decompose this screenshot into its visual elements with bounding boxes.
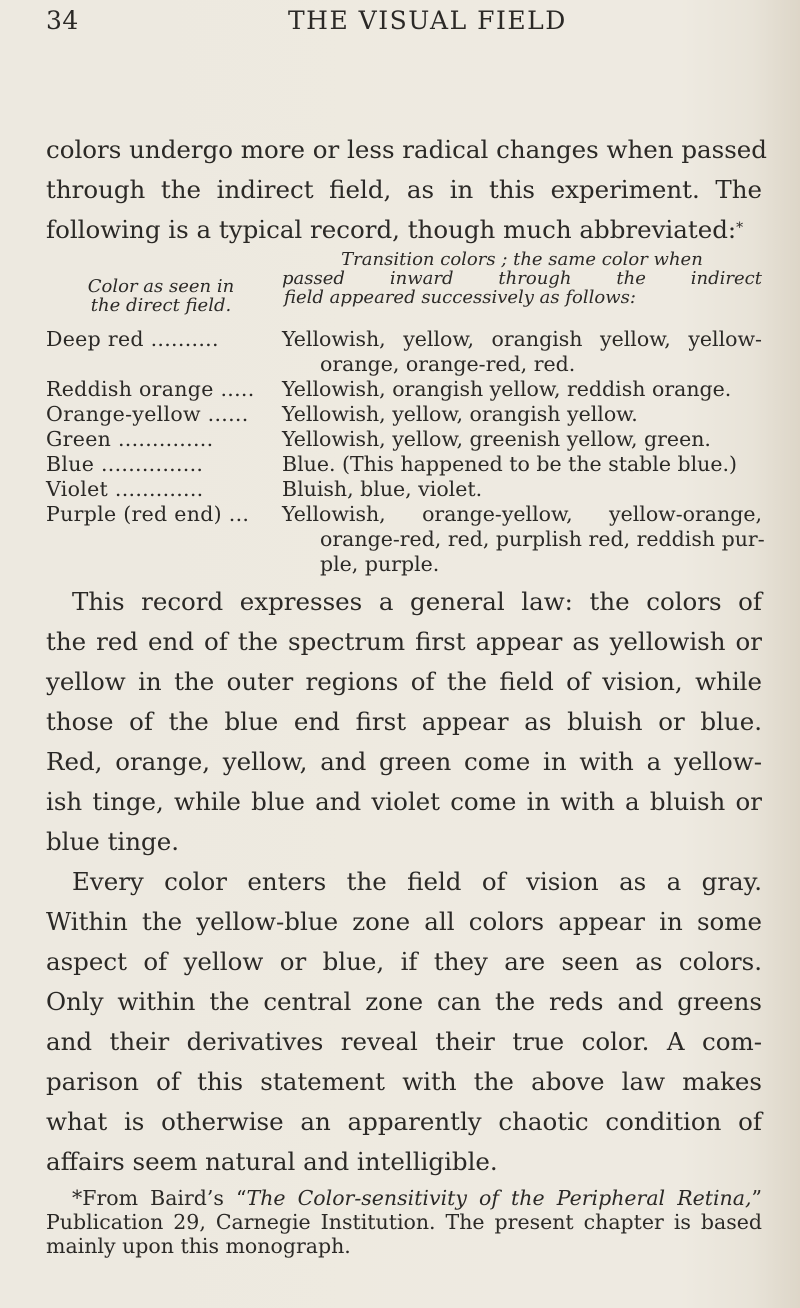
row-color: Violet .............: [46, 477, 204, 501]
body-line: affairs seem natural and intelligible.: [46, 1147, 498, 1176]
row-description: [282, 452, 762, 477]
footnote-line: [46, 1186, 762, 1210]
header-right-line: field appeared successively as follows:: [284, 287, 636, 308]
row-desc-line: ple, purple.: [320, 552, 440, 576]
footnote: [46, 1186, 762, 1258]
row-color: Orange-yellow ......: [46, 402, 249, 426]
row-color: Deep red ..........: [46, 327, 219, 351]
body-line: Only within the central zone can the reds and greens: [46, 987, 762, 1016]
intro-paragraph: [46, 130, 767, 250]
table-row: [46, 452, 762, 477]
header-left-line: Color as seen in: [87, 276, 235, 297]
row-color: Green ..............: [46, 427, 214, 451]
table-row: [46, 477, 762, 502]
row-description: [282, 402, 762, 427]
body-line: and their derivatives reveal their true color. A com-: [46, 1027, 762, 1056]
body-line: yellow in the outer regions of the field of vision, while: [46, 667, 762, 696]
table-row: [46, 502, 765, 577]
footnote-line: mainly upon this monograph.: [46, 1234, 351, 1258]
row-desc-line: Blue. (This happened to be the stable blue.): [282, 452, 738, 476]
row-description: [282, 327, 762, 377]
intro-line: colors undergo more or less radical changes when passed: [46, 135, 767, 164]
footnote-line: Publication 29, Carnegie Institution. The present chapter is based: [46, 1210, 762, 1234]
row-description: [282, 502, 765, 577]
body-line: ish tinge, while blue and violet come in with a bluish or: [46, 787, 762, 816]
row-description: [282, 377, 762, 402]
intro-line: through the indirect field, as in this experiment. The: [46, 175, 762, 204]
table-row: [46, 402, 762, 427]
row-desc-line: orange-red, red, purplish red, reddish pur-: [320, 527, 765, 551]
body-paragraph-1: [46, 582, 762, 862]
body-line: what is otherwise an apparently chaotic condition of: [46, 1107, 762, 1136]
intro-line-text: following is a typical record, though much abbreviated:: [46, 215, 737, 244]
table-header: [46, 250, 762, 330]
header-right-line: Transition colors ; the same color when: [341, 249, 703, 270]
table-row: [46, 327, 762, 377]
color-table: [46, 327, 765, 577]
row-desc-line: orange, orange-red, red.: [320, 352, 576, 376]
row-desc-line: Yellowish, orangish yellow, reddish orange.: [282, 377, 732, 401]
body-line: the red end of the spectrum first appear as yellowish or: [46, 627, 762, 656]
body-line: Within the yellow-blue zone all colors appear in some: [46, 907, 762, 936]
body-paragraph-2: [46, 862, 762, 1182]
footnote-reference: *: [736, 220, 744, 236]
page-number: 34: [46, 6, 79, 35]
header-left-line: the direct field.: [90, 295, 232, 316]
footnote-post: ”: [751, 1186, 762, 1210]
running-head: THE VISUAL FIELD: [288, 6, 567, 35]
row-desc-line: Yellowish, yellow, greenish yellow, green.: [282, 427, 711, 451]
footnote-mark: *: [72, 1186, 83, 1210]
body-line: aspect of yellow or blue, if they are seen as colors.: [46, 947, 762, 976]
body-line: blue tinge.: [46, 827, 180, 856]
table-header-right: [282, 250, 762, 307]
intro-line-last: [46, 210, 762, 250]
row-desc-line: Bluish, blue, violet.: [282, 477, 483, 501]
body-line: This record expresses a general law: the colors of: [72, 587, 762, 616]
footnote-title: The Color-sensitivity of the Peripheral Retina,: [246, 1186, 752, 1210]
row-desc-line: Yellowish, yellow, orangish yellow.: [282, 402, 638, 426]
page-header: [46, 6, 746, 40]
table-row: [46, 427, 762, 452]
row-description: [282, 427, 762, 452]
body-line: Every color enters the field of vision as a gray.: [72, 867, 762, 896]
body-line: parison of this statement with the above law makes: [46, 1067, 762, 1096]
row-desc-line: Yellowish, orange-yellow, yellow-orange,: [282, 502, 762, 526]
table-header-left: [46, 277, 276, 315]
header-right-line: passed inward through the indirect: [282, 268, 762, 289]
row-description: [282, 477, 762, 502]
body-line: those of the blue end first appear as bluish or blue.: [46, 707, 762, 736]
footnote-pre: From Baird’s “: [82, 1186, 247, 1210]
table-row: [46, 377, 762, 402]
row-color: Blue ...............: [46, 452, 204, 476]
body-line: Red, orange, yellow, and green come in with a yellow-: [46, 747, 762, 776]
row-desc-line: Yellowish, yellow, orangish yellow, yellow-: [282, 327, 762, 351]
row-color: Purple (red end) ...: [46, 502, 250, 526]
row-color: Reddish orange .....: [46, 377, 255, 401]
